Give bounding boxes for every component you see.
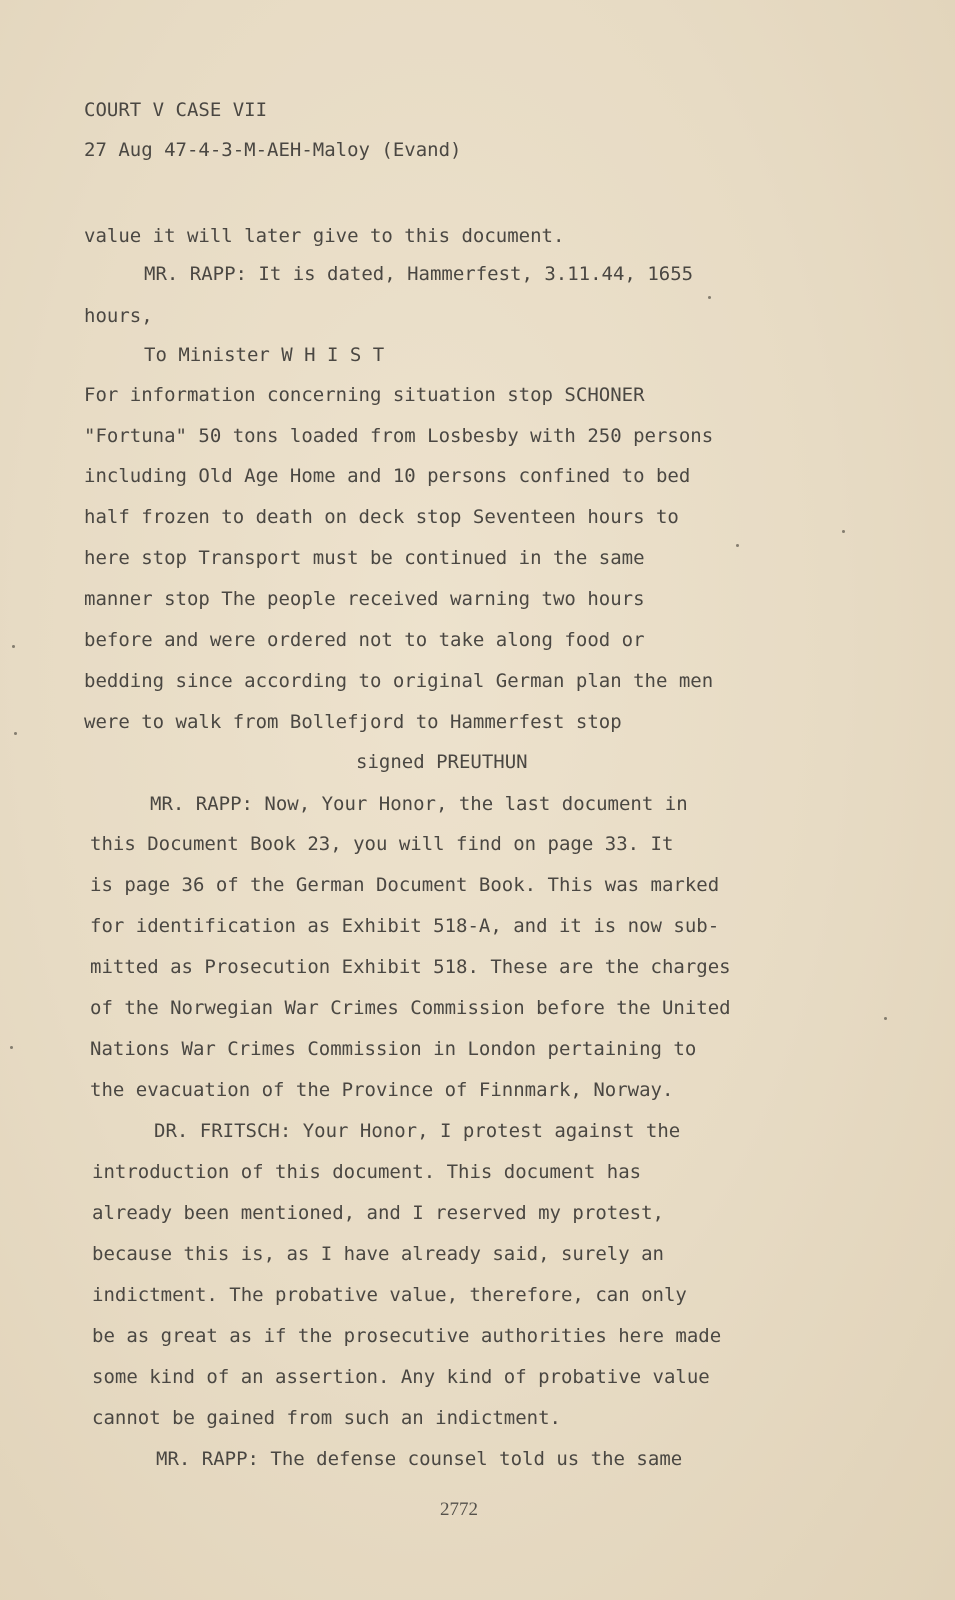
header-date-reference: 27 Aug 47-4-3-M-AEH-Maloy (Evand): [84, 139, 462, 161]
text-line: indictment. The probative value, therefore, can only: [92, 1284, 687, 1306]
text-line: mitted as Prosecution Exhibit 518. These are the charges: [90, 956, 731, 978]
text-line: this Document Book 23, you will find on page 33. It: [90, 833, 674, 855]
text-line: half frozen to death on deck stop Seventeen hours to: [84, 506, 679, 528]
paper-speck: [884, 1017, 887, 1020]
text-line: bedding since according to original German plan the men: [84, 670, 714, 692]
text-line: value it will later give to this document.: [84, 225, 565, 247]
text-line: manner stop The people received warning two hours: [84, 588, 645, 610]
paper-speck: [10, 1046, 13, 1049]
text-line: including Old Age Home and 10 persons confined to bed: [84, 465, 691, 487]
text-line: hours,: [84, 305, 153, 327]
paper-speck: [736, 544, 739, 547]
text-line: To Minister W H I S T: [144, 344, 385, 366]
page-number: 2772: [440, 1499, 478, 1520]
text-line: MR. RAPP: Now, Your Honor, the last document in: [150, 793, 688, 815]
text-line: Nations War Crimes Commission in London pertaining to: [90, 1038, 697, 1060]
text-line: of the Norwegian War Crimes Commission before the United: [90, 997, 731, 1019]
text-line: were to walk from Bollefjord to Hammerfest stop: [84, 711, 622, 733]
paper-speck: [708, 296, 711, 299]
text-line: DR. FRITSCH: Your Honor, I protest against the: [154, 1120, 681, 1142]
paper-speck: [12, 645, 15, 648]
text-line: here stop Transport must be continued in the same: [84, 547, 645, 569]
text-line: is page 36 of the German Document Book. This was marked: [90, 874, 720, 896]
paper-speck: [842, 530, 845, 533]
text-line: introduction of this document. This document has: [92, 1161, 642, 1183]
text-line: be as great as if the prosecutive authorities here made: [92, 1325, 722, 1347]
signature-line: signed PREUTHUN: [356, 751, 528, 773]
text-line: MR. RAPP: It is dated, Hammerfest, 3.11.44, 1655: [144, 263, 694, 285]
text-line: For information concerning situation stop SCHONER: [84, 384, 645, 406]
text-line: already been mentioned, and I reserved my protest,: [92, 1202, 664, 1224]
text-line: the evacuation of the Province of Finnmark, Norway.: [90, 1079, 674, 1101]
text-line: some kind of an assertion. Any kind of probative value: [92, 1366, 710, 1388]
text-line: "Fortuna" 50 tons loaded from Losbesby with 250 persons: [84, 425, 714, 447]
text-line: because this is, as I have already said, surely an: [92, 1243, 664, 1265]
header-court-case: COURT V CASE VII: [84, 99, 268, 121]
text-line: before and were ordered not to take along food or: [84, 629, 645, 651]
text-line: cannot be gained from such an indictment.: [92, 1407, 561, 1429]
text-line: MR. RAPP: The defense counsel told us the same: [156, 1448, 683, 1470]
paper-speck: [14, 732, 17, 735]
text-line: for identification as Exhibit 518-A, and it is now sub-: [90, 915, 720, 937]
